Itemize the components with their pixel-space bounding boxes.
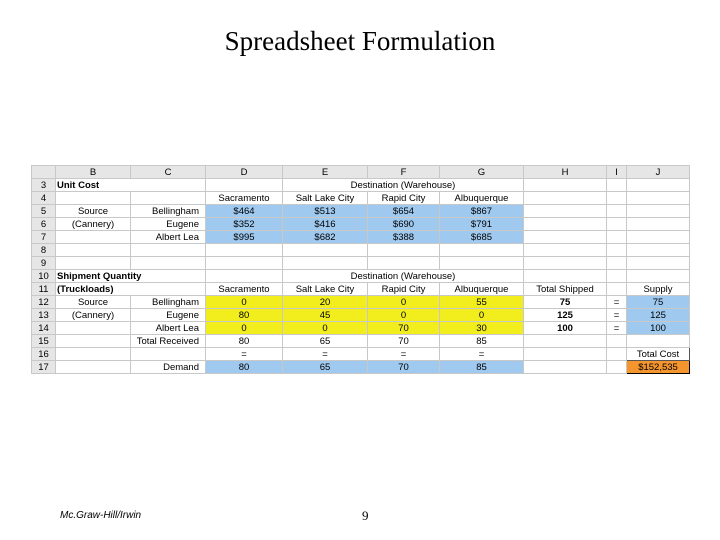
sheet-row-11 [32, 283, 690, 296]
row-header-17[interactable]: 17 [32, 361, 56, 374]
cell[interactable] [607, 218, 627, 231]
demand-cell[interactable]: 80 [206, 361, 283, 374]
cell[interactable] [56, 348, 131, 361]
shipment-cell[interactable]: 0 [206, 296, 283, 309]
cost-source-eugene[interactable]: Eugene [131, 218, 206, 231]
cell[interactable] [56, 231, 131, 244]
row-header-14[interactable]: 14 [32, 322, 56, 335]
cell[interactable] [627, 205, 690, 218]
total-received-cell[interactable]: 70 [368, 335, 440, 348]
cell[interactable] [627, 270, 690, 283]
supply-cell[interactable]: 125 [627, 309, 690, 322]
ship-source-label[interactable]: Source [56, 296, 131, 309]
cost-dest-salt-lake-city[interactable]: Salt Lake City [283, 192, 368, 205]
column-header-b[interactable]: B [56, 166, 131, 179]
cell[interactable] [206, 244, 283, 257]
cell[interactable] [56, 244, 131, 257]
cost-cell[interactable]: $513 [283, 205, 368, 218]
cost-source-bellingham[interactable]: Bellingham [131, 205, 206, 218]
demand-equals-cell[interactable]: = [440, 348, 524, 361]
cell[interactable] [283, 244, 368, 257]
row-header-11[interactable]: 11 [32, 283, 56, 296]
column-header-c[interactable]: C [131, 166, 206, 179]
shipment-cell[interactable]: 20 [283, 296, 368, 309]
cell[interactable] [607, 270, 627, 283]
equals-cell[interactable]: = [607, 309, 627, 322]
cell[interactable] [131, 244, 206, 257]
row-header-4[interactable]: 4 [32, 192, 56, 205]
cell[interactable] [131, 348, 206, 361]
cell[interactable] [56, 335, 131, 348]
sheet-row-16 [32, 348, 690, 361]
column-header-g[interactable]: G [440, 166, 524, 179]
shipment-cell[interactable]: 70 [368, 322, 440, 335]
cell[interactable] [206, 257, 283, 270]
cell[interactable] [607, 179, 627, 192]
shipment-cell[interactable]: 0 [368, 309, 440, 322]
cell[interactable] [607, 257, 627, 270]
cell[interactable] [607, 205, 627, 218]
cell[interactable] [524, 244, 607, 257]
sheet-row-15 [32, 335, 690, 348]
demand-equals-cell[interactable]: = [368, 348, 440, 361]
cost-cell[interactable]: $995 [206, 231, 283, 244]
shipment-cell[interactable]: 45 [283, 309, 368, 322]
footer-publisher: Mc.Graw-Hill/Irwin [60, 510, 142, 521]
cell[interactable] [607, 348, 627, 361]
cell[interactable] [131, 192, 206, 205]
cost-cell[interactable]: $791 [440, 218, 524, 231]
row-header-7[interactable]: 7 [32, 231, 56, 244]
cost-source-albert-lea[interactable]: Albert Lea [131, 231, 206, 244]
shipment-cell[interactable]: 0 [283, 322, 368, 335]
ship-source-albert-lea[interactable]: Albert Lea [131, 322, 206, 335]
demand-cell[interactable]: 85 [440, 361, 524, 374]
cost-cell[interactable]: $682 [283, 231, 368, 244]
cost-cell[interactable]: $867 [440, 205, 524, 218]
cell[interactable] [607, 361, 627, 374]
supply-cell[interactable]: 100 [627, 322, 690, 335]
ship-dest-salt-lake-city[interactable]: Salt Lake City [283, 283, 368, 296]
shipment-heading[interactable]: Shipment Quantity [56, 270, 206, 283]
row-header-13[interactable]: 13 [32, 309, 56, 322]
total-received-cell[interactable]: 65 [283, 335, 368, 348]
cell[interactable] [524, 348, 607, 361]
cost-cell[interactable]: $654 [368, 205, 440, 218]
shipment-cell[interactable]: 0 [368, 296, 440, 309]
column-header-d[interactable]: D [206, 166, 283, 179]
cell[interactable] [627, 218, 690, 231]
cell[interactable] [131, 257, 206, 270]
row-header-9[interactable]: 9 [32, 257, 56, 270]
cost-cell[interactable]: $464 [206, 205, 283, 218]
cell[interactable] [524, 192, 607, 205]
cell[interactable] [607, 283, 627, 296]
ship-dest-rapid-city[interactable]: Rapid City [368, 283, 440, 296]
cell[interactable] [607, 244, 627, 257]
cost-cell[interactable]: $352 [206, 218, 283, 231]
row-header-5[interactable]: 5 [32, 205, 56, 218]
cell[interactable] [283, 257, 368, 270]
cell[interactable] [524, 361, 607, 374]
cell[interactable] [627, 231, 690, 244]
column-header-f[interactable]: F [368, 166, 440, 179]
column-header-j[interactable]: J [627, 166, 690, 179]
sheet-row-13 [32, 309, 690, 322]
shipment-cell[interactable]: 30 [440, 322, 524, 335]
shipment-cell[interactable]: 0 [440, 309, 524, 322]
cost-dest-rapid-city[interactable]: Rapid City [368, 192, 440, 205]
cell[interactable] [56, 192, 131, 205]
ship-dest-albuquerque[interactable]: Albuquerque [440, 283, 524, 296]
cost-source-label[interactable]: Source [56, 205, 131, 218]
ship-dest-sacramento[interactable]: Sacramento [206, 283, 283, 296]
sheet-row-9 [32, 257, 690, 270]
cell[interactable] [56, 322, 131, 335]
cost-dest-albuquerque[interactable]: Albuquerque [440, 192, 524, 205]
shipment-cell[interactable]: 0 [206, 322, 283, 335]
cell[interactable] [206, 270, 283, 283]
total-shipped-cell[interactable]: 100 [524, 322, 607, 335]
total-shipped-cell[interactable]: 75 [524, 296, 607, 309]
total-received-cell[interactable]: 85 [440, 335, 524, 348]
cost-cell[interactable]: $388 [368, 231, 440, 244]
cell[interactable] [627, 179, 690, 192]
row-header-3[interactable]: 3 [32, 179, 56, 192]
total-shipped-cell[interactable]: 125 [524, 309, 607, 322]
shipment-subheading[interactable]: (Truckloads) [56, 283, 206, 296]
demand-label[interactable]: Demand [131, 361, 206, 374]
cell[interactable] [607, 335, 627, 348]
corner-cell[interactable] [32, 166, 56, 179]
cell[interactable] [368, 257, 440, 270]
cell[interactable] [524, 270, 607, 283]
equals-cell[interactable]: = [607, 322, 627, 335]
cell[interactable] [440, 257, 524, 270]
unit-cost-destination-header[interactable]: Destination (Warehouse) [283, 179, 524, 192]
sheet-row-3 [32, 179, 690, 192]
row-header-6[interactable]: 6 [32, 218, 56, 231]
cell[interactable] [206, 179, 283, 192]
cell[interactable] [627, 244, 690, 257]
cell[interactable] [524, 335, 607, 348]
row-header-16[interactable]: 16 [32, 348, 56, 361]
ship-source-bellingham[interactable]: Bellingham [131, 296, 206, 309]
row-header-15[interactable]: 15 [32, 335, 56, 348]
ship-cannery-label[interactable]: (Cannery) [56, 309, 131, 322]
cell[interactable] [607, 231, 627, 244]
total-cost-label[interactable]: Total Cost [627, 348, 690, 361]
demand-cell[interactable]: 65 [283, 361, 368, 374]
spreadsheet [31, 165, 690, 374]
row-header-8[interactable]: 8 [32, 244, 56, 257]
sheet-row-12 [32, 296, 690, 309]
total-received-label[interactable]: Total Received [131, 335, 206, 348]
equals-cell[interactable]: = [607, 296, 627, 309]
cost-cell[interactable]: $416 [283, 218, 368, 231]
sheet-row-17 [32, 361, 690, 374]
sheet-row-4 [32, 192, 690, 205]
total-cost-cell[interactable]: $152,535 [627, 361, 690, 374]
sheet-row-8 [32, 244, 690, 257]
column-header-h[interactable]: H [524, 166, 607, 179]
shipment-cell[interactable]: 80 [206, 309, 283, 322]
cell[interactable] [524, 179, 607, 192]
cell[interactable] [627, 335, 690, 348]
supply-cell[interactable]: 75 [627, 296, 690, 309]
row-header-12[interactable]: 12 [32, 296, 56, 309]
cost-cell[interactable]: $685 [440, 231, 524, 244]
demand-equals-cell[interactable]: = [283, 348, 368, 361]
cell[interactable] [440, 244, 524, 257]
cell[interactable] [524, 218, 607, 231]
slide-title: Spreadsheet Formulation [224, 26, 496, 56]
cell[interactable] [627, 192, 690, 205]
shipment-cell[interactable]: 55 [440, 296, 524, 309]
ship-source-eugene[interactable]: Eugene [131, 309, 206, 322]
sheet-row-6 [32, 218, 690, 231]
sheet-row-14 [32, 322, 690, 335]
cell[interactable] [56, 361, 131, 374]
total-shipped-label[interactable]: Total Shipped [524, 283, 607, 296]
page-number: 9 [362, 508, 369, 523]
cost-cannery-label[interactable]: (Cannery) [56, 218, 131, 231]
sheet-row-7 [32, 231, 690, 244]
cell[interactable] [524, 257, 607, 270]
row-header-10[interactable]: 10 [32, 270, 56, 283]
cell[interactable] [524, 205, 607, 218]
column-header-row [32, 166, 690, 179]
column-header-i[interactable]: I [607, 166, 627, 179]
cost-dest-sacramento[interactable]: Sacramento [206, 192, 283, 205]
unit-cost-heading[interactable]: Unit Cost [56, 179, 206, 192]
cell[interactable] [56, 257, 131, 270]
cost-cell[interactable]: $690 [368, 218, 440, 231]
supply-label[interactable]: Supply [627, 283, 690, 296]
cell[interactable] [607, 192, 627, 205]
shipment-destination-header[interactable]: Destination (Warehouse) [283, 270, 524, 283]
demand-cell[interactable]: 70 [368, 361, 440, 374]
demand-equals-cell[interactable]: = [206, 348, 283, 361]
cell[interactable] [627, 257, 690, 270]
cell[interactable] [368, 244, 440, 257]
cell[interactable] [524, 231, 607, 244]
sheet-row-10 [32, 270, 690, 283]
column-header-e[interactable]: E [283, 166, 368, 179]
total-received-cell[interactable]: 80 [206, 335, 283, 348]
sheet-row-5 [32, 205, 690, 218]
